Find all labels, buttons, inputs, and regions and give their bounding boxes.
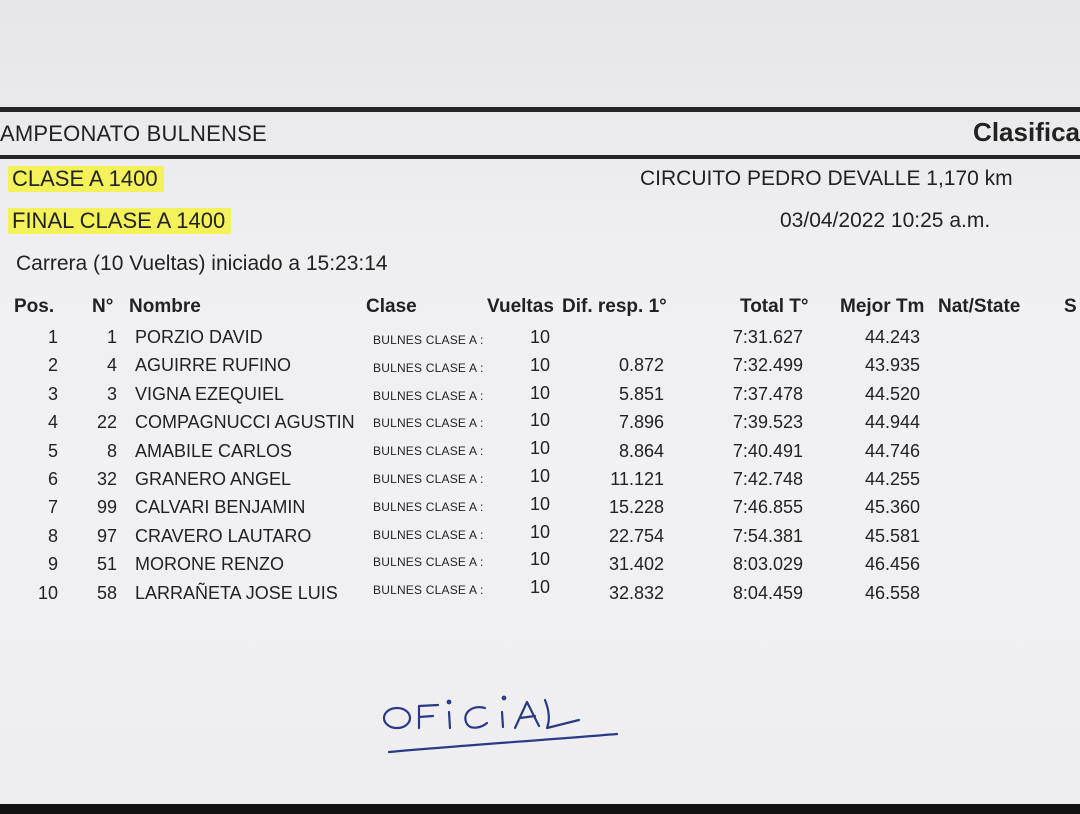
row-laps: 10 bbox=[530, 466, 551, 486]
col-best: Mejor Tm bbox=[840, 296, 925, 317]
class-name-highlighted: CLASE A 1400 bbox=[8, 166, 164, 192]
row-diff: 0.872 bbox=[618, 355, 664, 376]
row-best: 46.558 bbox=[864, 582, 920, 603]
row-diff: 31.402 bbox=[608, 554, 664, 575]
row-best: 45.360 bbox=[864, 497, 920, 518]
row-diff: 11.121 bbox=[610, 469, 664, 489]
championship-title: AMPEONATO BULNENSE bbox=[0, 121, 267, 146]
row-clase: BULNES CLASE A : bbox=[373, 444, 484, 459]
row-diff: 15.228 bbox=[608, 497, 664, 518]
col-num: N° bbox=[92, 296, 114, 317]
row-diff: 8.864 bbox=[618, 440, 664, 461]
row-clase: BULNES CLASE A : bbox=[373, 499, 484, 514]
row-name: GRANERO ANGEL bbox=[135, 469, 292, 489]
row-name: VIGNA EZEQUIEL bbox=[135, 383, 285, 404]
row-pos: 7 bbox=[47, 497, 58, 518]
col-nat: Nat/State bbox=[938, 296, 1021, 317]
circuit-name: CIRCUITO PEDRO DEVALLE 1,170 km bbox=[640, 167, 1013, 190]
row-total: 8:04.459 bbox=[732, 582, 803, 603]
row-diff: 22.754 bbox=[608, 525, 664, 546]
row-total: 7:37.478 bbox=[732, 383, 803, 404]
row-laps: 10 bbox=[530, 410, 551, 431]
row-number: 22 bbox=[96, 412, 117, 433]
col-diff: Dif. resp. 1° bbox=[562, 296, 667, 317]
row-total: 7:32.499 bbox=[732, 355, 803, 376]
row-number: 32 bbox=[96, 469, 117, 489]
row-total: 8:03.029 bbox=[732, 554, 803, 575]
row-clase: BULNES CLASE A : bbox=[373, 388, 484, 403]
row-pos: 2 bbox=[47, 355, 58, 376]
row-laps: 10 bbox=[530, 549, 551, 570]
row-laps: 10 bbox=[530, 327, 551, 347]
row-pos: 4 bbox=[47, 412, 58, 433]
row-best: 44.944 bbox=[864, 412, 920, 433]
row-number: 8 bbox=[106, 440, 117, 461]
row-name: COMPAGNUCCI AGUSTIN bbox=[135, 412, 355, 433]
race-info: Carrera (10 Vueltas) iniciado a 15:23:14 bbox=[16, 252, 388, 275]
row-name: CALVARI BENJAMIN bbox=[135, 497, 306, 518]
top-rule bbox=[0, 107, 1080, 112]
header-rule bbox=[0, 155, 1080, 159]
row-best: 45.581 bbox=[864, 525, 920, 546]
row-best: 44.746 bbox=[864, 440, 920, 461]
col-pos: Pos. bbox=[14, 296, 55, 317]
report-title: Clasifica bbox=[973, 117, 1080, 147]
col-name: Nombre bbox=[129, 296, 201, 317]
row-clase: BULNES CLASE A : bbox=[373, 555, 484, 570]
row-pos: 10 bbox=[37, 582, 58, 603]
row-name: MORONE RENZO bbox=[135, 554, 285, 575]
row-clase: BULNES CLASE A : bbox=[373, 583, 484, 598]
row-laps: 10 bbox=[530, 382, 551, 403]
row-name: AGUIRRE RUFINO bbox=[135, 355, 292, 376]
row-number: 97 bbox=[96, 525, 117, 546]
row-number: 1 bbox=[106, 327, 117, 347]
row-laps: 10 bbox=[530, 577, 551, 598]
row-diff: 7.896 bbox=[618, 412, 664, 433]
row-number: 51 bbox=[96, 554, 117, 575]
col-laps: Vueltas bbox=[487, 296, 554, 317]
row-pos: 1 bbox=[47, 327, 58, 347]
final-name-highlighted: FINAL CLASE A 1400 bbox=[8, 208, 231, 234]
row-total: 7:39.523 bbox=[732, 412, 803, 433]
row-pos: 3 bbox=[47, 383, 58, 404]
row-best: 43.935 bbox=[864, 355, 920, 376]
row-diff: 5.851 bbox=[618, 383, 664, 404]
row-laps: 10 bbox=[530, 438, 551, 459]
row-name: CRAVERO LAUTARO bbox=[135, 525, 312, 546]
row-name: PORZIO DAVID bbox=[135, 327, 263, 347]
row-total: 7:31.627 bbox=[732, 327, 803, 347]
row-clase: BULNES CLASE A : bbox=[373, 527, 484, 542]
row-number: 58 bbox=[96, 582, 117, 603]
row-number: 4 bbox=[106, 355, 117, 376]
report-datetime: 03/04/2022 10:25 a.m. bbox=[780, 209, 991, 232]
oficial-signature bbox=[375, 690, 625, 762]
row-best: 44.255 bbox=[864, 469, 920, 489]
row-number: 99 bbox=[96, 497, 117, 518]
row-laps: 10 bbox=[530, 493, 551, 514]
bottom-edge bbox=[0, 804, 1080, 814]
row-diff: 32.832 bbox=[608, 582, 664, 603]
col-extra: S bbox=[1064, 296, 1077, 317]
row-clase: BULNES CLASE A : bbox=[373, 472, 484, 486]
row-best: 44.520 bbox=[864, 383, 920, 404]
row-laps: 10 bbox=[530, 354, 551, 375]
row-total: 7:54.381 bbox=[732, 525, 803, 546]
row-clase: BULNES CLASE A : bbox=[373, 360, 484, 375]
row-number: 3 bbox=[106, 383, 117, 404]
row-best: 44.243 bbox=[864, 327, 920, 347]
row-pos: 8 bbox=[47, 525, 58, 546]
row-total: 7:46.855 bbox=[732, 497, 803, 518]
row-name: LARRAÑETA JOSE LUIS bbox=[135, 582, 338, 603]
row-clase: BULNES CLASE A : bbox=[373, 416, 484, 431]
row-pos: 5 bbox=[47, 440, 58, 461]
row-total: 7:40.491 bbox=[732, 440, 803, 461]
col-clase: Clase bbox=[366, 296, 417, 317]
col-total: Total T° bbox=[740, 296, 809, 317]
row-name: AMABILE CARLOS bbox=[135, 440, 293, 461]
row-laps: 10 bbox=[530, 521, 551, 542]
row-total: 7:42.748 bbox=[732, 469, 803, 489]
row-pos: 6 bbox=[47, 469, 58, 489]
row-clase: BULNES CLASE A : bbox=[373, 333, 484, 347]
row-best: 46.456 bbox=[864, 554, 920, 575]
row-pos: 9 bbox=[47, 554, 58, 575]
